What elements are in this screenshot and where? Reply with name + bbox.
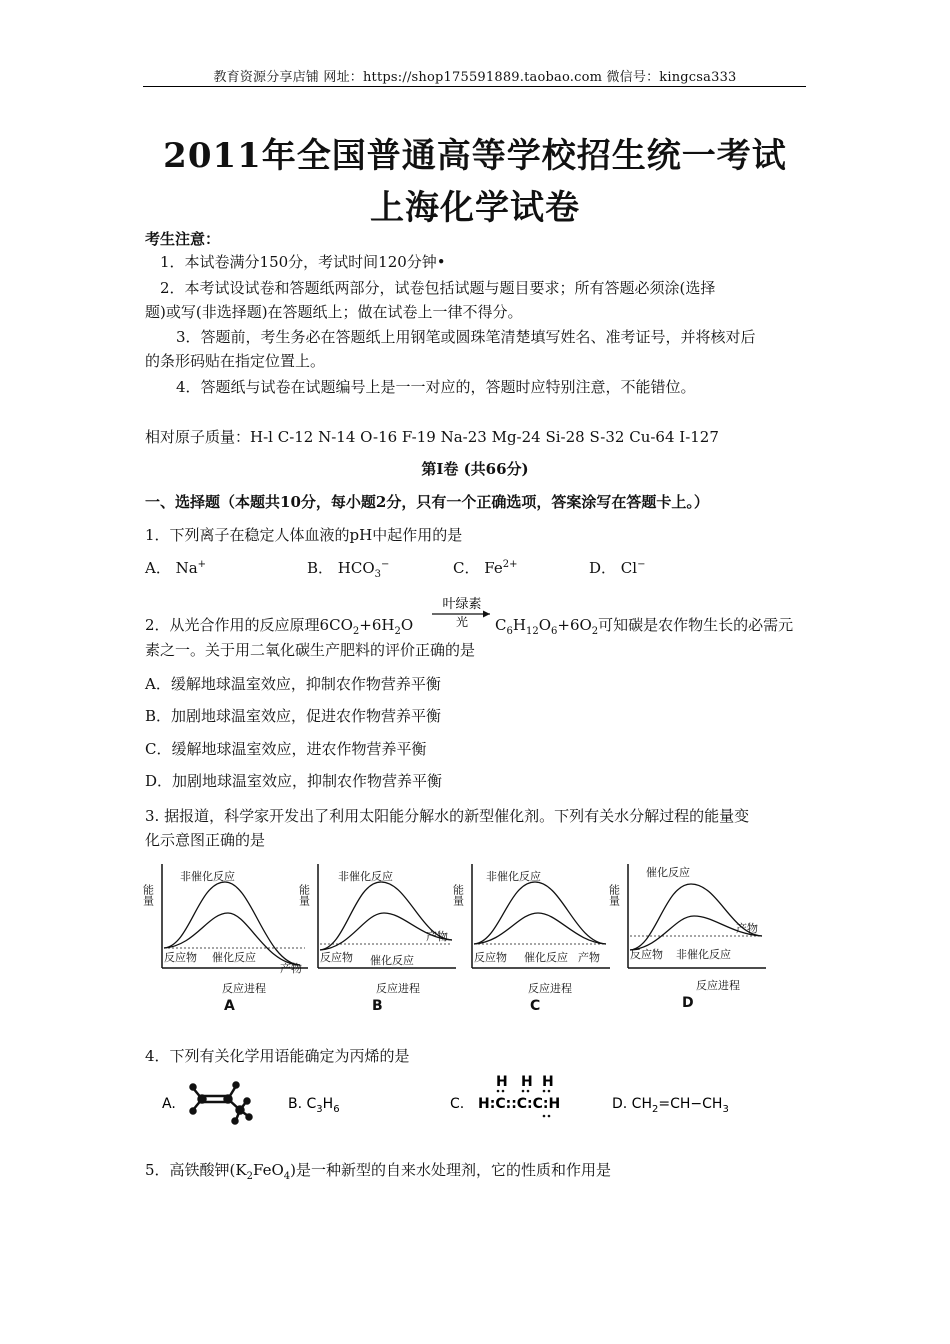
q2-stem-line1-rest: $C_6H_{12}O_6+6O_2$可知碳是农作物生长的必需元 (495, 616, 794, 637)
propene-ball-stick-icon (191, 1083, 252, 1124)
energy-diagram-d (608, 864, 767, 1011)
q4-option-d (612, 1096, 729, 1115)
q4-option-c-formula: H:C::C:C:H (478, 1096, 561, 1112)
noncat-label: 非催化反应 (676, 948, 731, 961)
electron-h-1: H (496, 1074, 508, 1090)
q1-stem: 1．下列离子在稳定人体血液的pH中起作用的是 (145, 526, 463, 544)
reactant-label: 反应物 (320, 951, 353, 964)
energy-diagrams (140, 858, 780, 1018)
reactant-label: 反应物 (630, 948, 663, 961)
q1-option-d: D． Cl− (589, 559, 646, 577)
q2-option-d: D．加剧地球温室效应，抑制农作物营养平衡 (145, 772, 443, 790)
cat-label: 催化反应 (524, 951, 568, 964)
notice-item-3b: 的条形码贴在指定位置上。 (145, 352, 326, 370)
notice-item-4: 4．答题纸与试卷在试题编号上是一一对应的，答题时应特别注意，不能错位。 (176, 378, 696, 396)
notice-item-2a: 2．本考试设试卷和答题纸两部分，试卷包括试题与题目要求；所有答题必须涂(选择 (160, 279, 716, 297)
q4-option-a-label: A. (162, 1096, 176, 1112)
page-header: 教育资源分享店铺 网址：https://shop175591889.taobao.com 微信号：kingcsa333 (213, 70, 737, 85)
reaction-arrow (428, 593, 494, 629)
product-label: 产物 (280, 962, 302, 975)
q4-option-d-formula: D. $CH_2=CH-CH_3$ (612, 1096, 729, 1115)
product-label: 产物 (736, 922, 758, 935)
q2-option-a: A．缓解地球温室效应，抑制农作物营养平衡 (145, 675, 441, 693)
exam-title: 2011年全国普通高等学校招生统一考试 (163, 136, 787, 176)
option-letter-b: B (372, 998, 383, 1014)
q3-stem-line2: 化示意图正确的是 (145, 831, 266, 849)
notice-item-1: 1．本试卷满分150分，考试时间120分钟• (160, 253, 446, 271)
energy-axis-label: 能量 (451, 884, 465, 906)
q4-options (150, 1072, 800, 1132)
q5-stem: 5．高铁酸钾$(K_2FeO_4)$是一种新型的自来水处理剂，它的性质和作用是 (145, 1161, 611, 1182)
energy-axis-label: 能量 (607, 884, 621, 906)
q1-option-c: C． $Fe^{2+}$ (453, 559, 518, 577)
progress-label: 反应进程 (376, 982, 420, 995)
option-letter-d: D (682, 995, 694, 1011)
notice-item-2b: 题)或写(非选择题)在答题纸上；做在试卷上一律不得分。 (145, 303, 523, 321)
reactant-label: 反应物 (474, 951, 507, 964)
option-letter-a: A (224, 998, 235, 1014)
notice-heading: 考生注意： (145, 230, 221, 248)
energy-diagram-c (452, 864, 611, 1014)
progress-label: 反应进程 (696, 979, 740, 992)
q4-option-b (288, 1096, 340, 1115)
cat-label: 催化反应 (212, 951, 256, 964)
q2-option-c: C．缓解地球温室效应，进农作物营养平衡 (145, 740, 427, 758)
q2-stem-line2: 素之一。关于用二氧化碳生产肥料的评价正确的是 (145, 641, 476, 659)
q4-option-c (450, 1074, 560, 1117)
progress-label: 反应进程 (528, 982, 572, 995)
product-label: 产物 (426, 930, 448, 943)
progress-label: 反应进程 (222, 982, 266, 995)
q4-option-b-formula: B. $C_3H_6$ (288, 1096, 340, 1115)
electron-h-3: H (542, 1074, 554, 1090)
cat-curve (630, 884, 762, 950)
q1-option-b: B． $HCO_3^-$ (307, 559, 390, 580)
energy-diagram-a (142, 864, 309, 1014)
q4-option-c-label: C. (450, 1096, 465, 1112)
noncat-label: 非催化反应 (338, 870, 393, 883)
reactant-label: 反应物 (164, 951, 197, 964)
option-letter-c: C (530, 998, 541, 1014)
arrow-label-top: 叶绿素 (442, 597, 482, 612)
product-label: 产物 (578, 951, 600, 964)
q4-option-a (162, 1083, 252, 1124)
electron-h-2: H (521, 1074, 533, 1090)
q1-option-a: A． Na+ (145, 559, 207, 577)
part1-title: 第Ⅰ卷 (共66分) (421, 460, 529, 478)
arrow-label-bottom: 光 (455, 615, 469, 629)
noncat-label: 非催化反应 (180, 870, 235, 883)
exam-subtitle: 上海化学试卷 (370, 188, 580, 228)
q4-stem: 4．下列有关化学用语能确定为丙烯的是 (145, 1047, 410, 1065)
noncat-label: 非催化反应 (486, 870, 541, 883)
energy-diagram-b (298, 864, 457, 1014)
cat-label: 催化反应 (646, 866, 690, 879)
atomic-mass-list: 相对原子质量：H-l C-12 N-14 O-16 F-19 Na-23 Mg-24 Si-28 S-32 Cu-64 I-127 (145, 428, 719, 446)
section-heading: 一、选择题（本题共10分，每小题2分，只有一个正确选项，答案涂写在答题卡上。） (145, 493, 709, 511)
energy-axis-label: 能量 (297, 884, 311, 906)
header-rule (143, 86, 806, 87)
cat-label: 催化反应 (370, 954, 414, 967)
q2-stem-line1: 2．从光合作用的反应原理$6CO_2+6H_2O$ (145, 616, 414, 637)
q3-stem-line1: 3. 据报道，科学家开发出了利用太阳能分解水的新型催化剂。下列有关水分解过程的能量变 (145, 807, 750, 825)
notice-item-3a: 3．答题前，考生务必在答题纸上用钢笔或圆珠笔清楚填写姓名、准考证号，并将核对后 (176, 328, 756, 346)
q2-option-b: B．加剧地球温室效应，促进农作物营养平衡 (145, 707, 442, 725)
energy-axis-label: 能量 (141, 884, 155, 906)
